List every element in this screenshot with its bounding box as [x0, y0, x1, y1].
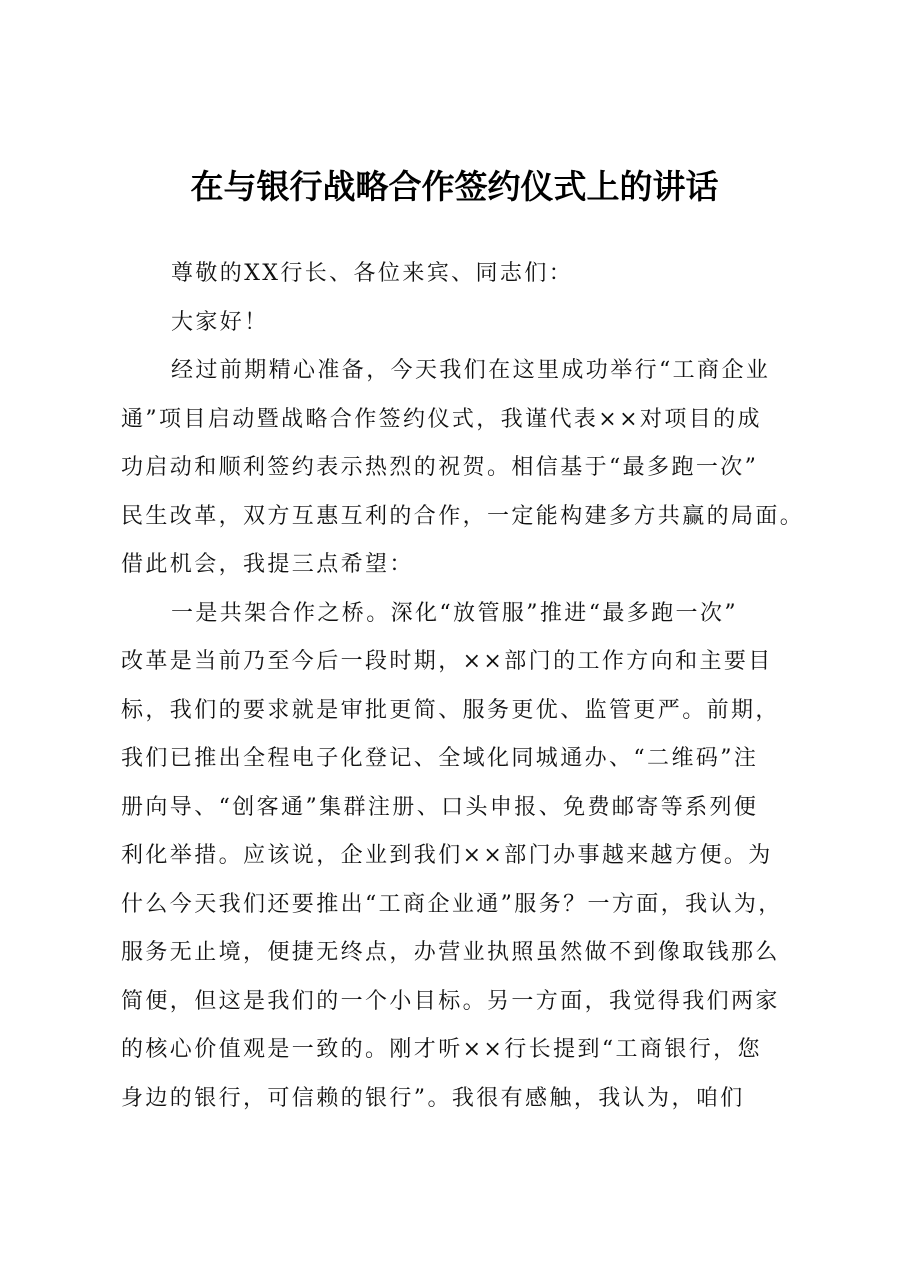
paragraph-line: 利化举措。应该说，企业到我们××部门办事越来越方便。为 — [121, 843, 773, 868]
greeting: 大家好！ — [171, 309, 269, 335]
paragraph-line: 一是共架合作之桥。深化“放管服”推进“最多跑一次” — [171, 600, 738, 626]
salutation: 尊敬的XX行长、各位来宾、同志们： — [171, 261, 574, 286]
paragraph-line: 什么今天我们还要推出“工商企业通”服务？一方面，我认为， — [121, 891, 783, 917]
document-body — [121, 250, 811, 1123]
paragraph-line: 经过前期精心准备，今天我们在这里成功举行“工商企业 — [171, 358, 771, 383]
paragraph-line: 借此机会，我提三点希望： — [121, 552, 414, 577]
paragraph-line: 我们已推出全程电子化登记、全域化同城通办、“二维码”注 — [121, 746, 759, 771]
document-title: 在与银行战略合作签约仪式上的讲话 — [190, 167, 719, 206]
paragraph-line: 简便，但这是我们的一个小目标。另一方面，我觉得我们两家 — [121, 988, 780, 1014]
paragraph-line: 的核心价值观是一致的。刚才听××行长提到“工商银行，您 — [121, 1037, 762, 1062]
paragraph-line: 民生改革，双方互惠互利的合作，一定能构建多方共赢的局面。 — [121, 503, 805, 529]
paragraph-line: 功启动和顺利签约表示热烈的祝贺。相信基于“最多跑一次” — [121, 455, 759, 480]
paragraph-line: 通”项目启动暨战略合作签约仪式，我谨代表××对项目的成 — [121, 406, 762, 432]
paragraph-line: 册向导、“创客通”集群注册、口头申报、免费邮寄等系列便 — [121, 794, 759, 820]
paragraph-line: 改革是当前乃至今后一段时期，××部门的工作方向和主要目 — [121, 649, 773, 674]
paragraph-line: 服务无止境，便捷无终点，办营业执照虽然做不到像取钱那么 — [121, 940, 780, 965]
paragraph-line: 标，我们的要求就是审批更简、服务更优、监管更严。前期， — [121, 697, 780, 723]
paragraph-line: 身边的银行，可信赖的银行”。我很有感触，我认为，咱们 — [121, 1085, 745, 1111]
